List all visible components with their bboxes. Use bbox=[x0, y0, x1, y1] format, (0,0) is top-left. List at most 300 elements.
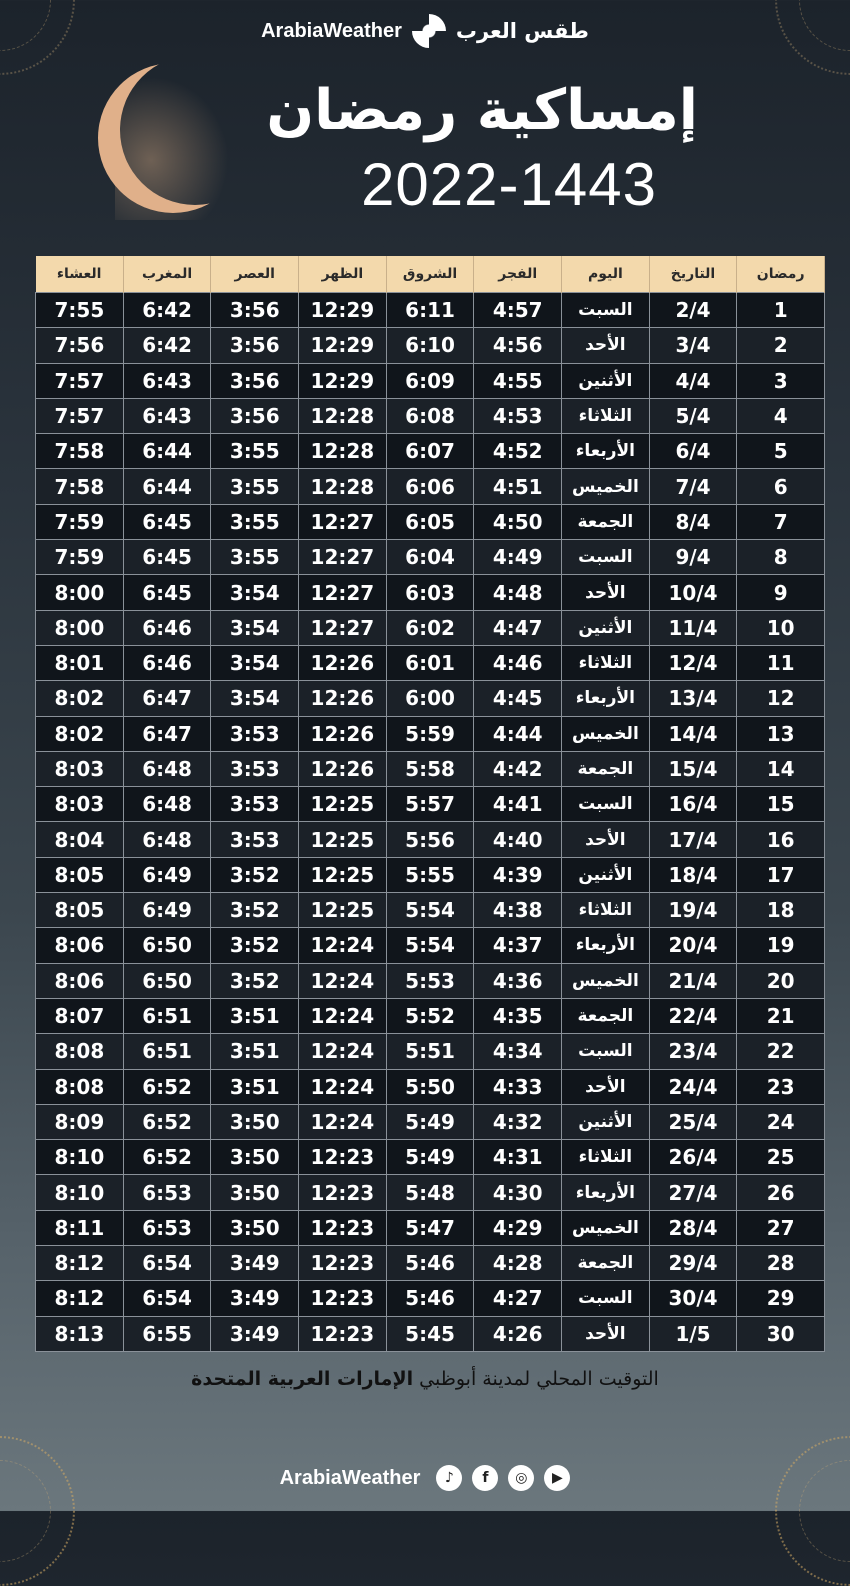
table-cell: 3:56 bbox=[211, 363, 299, 398]
table-cell: 3:53 bbox=[211, 822, 299, 857]
table-cell: 22 bbox=[737, 1034, 825, 1069]
table-cell: 6:46 bbox=[123, 645, 211, 680]
table-cell: 6:42 bbox=[123, 293, 211, 328]
table-cell: 4:30 bbox=[474, 1175, 562, 1210]
table-cell: الجمعة bbox=[562, 751, 650, 786]
table-cell: 8:01 bbox=[36, 645, 124, 680]
table-cell: 4:33 bbox=[474, 1069, 562, 1104]
table-cell: 8:03 bbox=[36, 787, 124, 822]
table-row bbox=[36, 857, 825, 892]
table-cell: 3:54 bbox=[211, 645, 299, 680]
table-cell: 5:58 bbox=[386, 751, 474, 786]
footer-brand: ArabiaWeather bbox=[279, 1466, 421, 1489]
table-cell: 4:29 bbox=[474, 1210, 562, 1245]
table-cell: 12:23 bbox=[299, 1281, 387, 1316]
table-cell: 5:52 bbox=[386, 998, 474, 1033]
table-cell: 4:52 bbox=[474, 434, 562, 469]
table-cell: 4:49 bbox=[474, 540, 562, 575]
table-cell: 4:53 bbox=[474, 398, 562, 433]
table-cell: 7/4 bbox=[649, 469, 737, 504]
table-cell: 10/4 bbox=[649, 575, 737, 610]
table-cell: 19 bbox=[737, 928, 825, 963]
table-cell: 7:57 bbox=[36, 398, 124, 433]
table-cell: 3:56 bbox=[211, 293, 299, 328]
table-cell: 3:49 bbox=[211, 1316, 299, 1351]
table-row bbox=[36, 434, 825, 469]
table-cell: 4:45 bbox=[474, 681, 562, 716]
table-cell: 5:46 bbox=[386, 1281, 474, 1316]
table-cell: 8:03 bbox=[36, 751, 124, 786]
table-cell: 13 bbox=[737, 716, 825, 751]
tiktok-icon[interactable]: ♪ bbox=[436, 1465, 462, 1491]
table-cell: 4:39 bbox=[474, 857, 562, 892]
table-cell: 6:46 bbox=[123, 610, 211, 645]
table-cell: الجمعة bbox=[562, 1246, 650, 1281]
table-cell: 6:51 bbox=[123, 1034, 211, 1069]
table-cell: 4:34 bbox=[474, 1034, 562, 1069]
table-cell: 7:58 bbox=[36, 434, 124, 469]
table-cell: 6:45 bbox=[123, 504, 211, 539]
table-cell: 22/4 bbox=[649, 998, 737, 1033]
table-cell: 15 bbox=[737, 787, 825, 822]
table-cell: 6:04 bbox=[386, 540, 474, 575]
table-cell: 4:42 bbox=[474, 751, 562, 786]
table-cell: الجمعة bbox=[562, 998, 650, 1033]
table-row bbox=[36, 822, 825, 857]
table-cell: الأربعاء bbox=[562, 1175, 650, 1210]
table-cell: 3:53 bbox=[211, 716, 299, 751]
table-cell: 25 bbox=[737, 1140, 825, 1175]
table-cell: 6:48 bbox=[123, 751, 211, 786]
table-cell: 7:58 bbox=[36, 469, 124, 504]
table-cell: 12:24 bbox=[299, 928, 387, 963]
table-cell: الأربعاء bbox=[562, 434, 650, 469]
table-cell: 5:49 bbox=[386, 1104, 474, 1139]
table-row bbox=[36, 328, 825, 363]
table-cell: 21/4 bbox=[649, 963, 737, 998]
instagram-icon[interactable]: ◎ bbox=[508, 1465, 534, 1491]
table-cell: 12:23 bbox=[299, 1140, 387, 1175]
table-cell: 6:44 bbox=[123, 434, 211, 469]
table-cell: 5:49 bbox=[386, 1140, 474, 1175]
ornament-bottom-left bbox=[0, 1436, 75, 1586]
table-row bbox=[36, 893, 825, 928]
table-cell: 8:02 bbox=[36, 681, 124, 716]
table-cell: 6:09 bbox=[386, 363, 474, 398]
page-title: إمساكية رمضان bbox=[266, 78, 698, 143]
table-cell: 17 bbox=[737, 857, 825, 892]
table-cell: 5:59 bbox=[386, 716, 474, 751]
table-cell: 12:29 bbox=[299, 328, 387, 363]
table-cell: 4:36 bbox=[474, 963, 562, 998]
table-cell: 6:45 bbox=[123, 540, 211, 575]
table-cell: 8:00 bbox=[36, 610, 124, 645]
table-cell: 3:54 bbox=[211, 610, 299, 645]
table-cell: الثلاثاء bbox=[562, 893, 650, 928]
table-cell: الخميس bbox=[562, 469, 650, 504]
table-cell: 27 bbox=[737, 1210, 825, 1245]
table-cell: 3:51 bbox=[211, 998, 299, 1033]
table-cell: 6/4 bbox=[649, 434, 737, 469]
table-cell: 10 bbox=[737, 610, 825, 645]
table-cell: 12:25 bbox=[299, 822, 387, 857]
table-cell: 12:25 bbox=[299, 893, 387, 928]
table-row bbox=[36, 1175, 825, 1210]
table-cell: الأحد bbox=[562, 328, 650, 363]
table-cell: 6:55 bbox=[123, 1316, 211, 1351]
table-cell: الأربعاء bbox=[562, 681, 650, 716]
table-cell: 7:55 bbox=[36, 293, 124, 328]
table-row bbox=[36, 1104, 825, 1139]
table-cell: الأحد bbox=[562, 822, 650, 857]
table-cell: 18 bbox=[737, 893, 825, 928]
table-cell: 3:55 bbox=[211, 434, 299, 469]
table-cell: 19/4 bbox=[649, 893, 737, 928]
table-cell: 6:53 bbox=[123, 1210, 211, 1245]
table-cell: 3:53 bbox=[211, 787, 299, 822]
table-cell: 8:12 bbox=[36, 1281, 124, 1316]
table-cell: 14/4 bbox=[649, 716, 737, 751]
table-cell: 5:45 bbox=[386, 1316, 474, 1351]
table-cell: 20/4 bbox=[649, 928, 737, 963]
table-cell: الثلاثاء bbox=[562, 645, 650, 680]
table-cell: 8:08 bbox=[36, 1034, 124, 1069]
table-cell: 4:28 bbox=[474, 1246, 562, 1281]
table-row bbox=[36, 610, 825, 645]
table-cell: 4:31 bbox=[474, 1140, 562, 1175]
table-cell: 12:23 bbox=[299, 1246, 387, 1281]
table-cell: 6:08 bbox=[386, 398, 474, 433]
column-header: العصر bbox=[211, 256, 299, 293]
table-cell: 8:04 bbox=[36, 822, 124, 857]
table-cell: 25/4 bbox=[649, 1104, 737, 1139]
table-cell: 5:54 bbox=[386, 893, 474, 928]
column-header: المغرب bbox=[123, 256, 211, 293]
table-cell: 1 bbox=[737, 293, 825, 328]
table-cell: 6:03 bbox=[386, 575, 474, 610]
table-cell: 13/4 bbox=[649, 681, 737, 716]
table-cell: 11 bbox=[737, 645, 825, 680]
table-cell: 8:11 bbox=[36, 1210, 124, 1245]
footnote-country: الإمارات العربية المتحدة bbox=[191, 1368, 414, 1390]
brand-name-en: ArabiaWeather bbox=[261, 19, 402, 42]
table-row bbox=[36, 1246, 825, 1281]
table-cell: 6:53 bbox=[123, 1175, 211, 1210]
table-cell: 3:49 bbox=[211, 1281, 299, 1316]
column-header: التاريخ bbox=[649, 256, 737, 293]
table-cell: 3:52 bbox=[211, 893, 299, 928]
table-cell: 6:54 bbox=[123, 1281, 211, 1316]
table-cell: 17/4 bbox=[649, 822, 737, 857]
table-cell: 6:05 bbox=[386, 504, 474, 539]
table-cell: 5:57 bbox=[386, 787, 474, 822]
table-cell: 5:47 bbox=[386, 1210, 474, 1245]
youtube-icon[interactable]: ▶ bbox=[544, 1465, 570, 1491]
table-cell: 3/4 bbox=[649, 328, 737, 363]
table-cell: 3:54 bbox=[211, 681, 299, 716]
facebook-icon[interactable]: f bbox=[472, 1465, 498, 1491]
table-cell: 3:56 bbox=[211, 328, 299, 363]
table-cell: 30/4 bbox=[649, 1281, 737, 1316]
footnote-text: التوقيت المحلي لمدينة أبوظبي bbox=[419, 1368, 659, 1390]
table-cell: 8/4 bbox=[649, 504, 737, 539]
table-cell: 6:47 bbox=[123, 681, 211, 716]
table-cell: 4:44 bbox=[474, 716, 562, 751]
table-cell: 3:50 bbox=[211, 1104, 299, 1139]
table-cell: 6:02 bbox=[386, 610, 474, 645]
table-cell: 8:02 bbox=[36, 716, 124, 751]
table-cell: 6:00 bbox=[386, 681, 474, 716]
table-cell: 6:43 bbox=[123, 363, 211, 398]
table-row bbox=[36, 504, 825, 539]
imsakiya-table bbox=[35, 256, 825, 1352]
table-cell: 3:53 bbox=[211, 751, 299, 786]
table-cell: 6:52 bbox=[123, 1104, 211, 1139]
crescent-moon-icon bbox=[120, 55, 270, 205]
table-header-row bbox=[36, 256, 825, 293]
table-cell: 7:59 bbox=[36, 504, 124, 539]
table-cell: 4:26 bbox=[474, 1316, 562, 1351]
table-cell: 20 bbox=[737, 963, 825, 998]
table-cell: 30 bbox=[737, 1316, 825, 1351]
table-row bbox=[36, 751, 825, 786]
column-header: الظهر bbox=[299, 256, 387, 293]
table-cell: 9/4 bbox=[649, 540, 737, 575]
table-cell: 8:08 bbox=[36, 1069, 124, 1104]
table-row bbox=[36, 1140, 825, 1175]
table-cell: 8:00 bbox=[36, 575, 124, 610]
table-cell: 3:50 bbox=[211, 1210, 299, 1245]
table-cell: 5:56 bbox=[386, 822, 474, 857]
table-cell: الثلاثاء bbox=[562, 1140, 650, 1175]
table-cell: 12:26 bbox=[299, 716, 387, 751]
table-cell: 4 bbox=[737, 398, 825, 433]
table-cell: 6:42 bbox=[123, 328, 211, 363]
page-year: 2022-1443 bbox=[361, 151, 657, 218]
table-cell: 12:24 bbox=[299, 1104, 387, 1139]
table-cell: 12:29 bbox=[299, 363, 387, 398]
table-cell: 6:45 bbox=[123, 575, 211, 610]
table-cell: 6:01 bbox=[386, 645, 474, 680]
table-cell: 26 bbox=[737, 1175, 825, 1210]
table-cell: 6 bbox=[737, 469, 825, 504]
table-row bbox=[36, 787, 825, 822]
table-row bbox=[36, 398, 825, 433]
table-cell: 12:26 bbox=[299, 681, 387, 716]
table-cell: 3:51 bbox=[211, 1069, 299, 1104]
table-row bbox=[36, 540, 825, 575]
table-cell: 12:27 bbox=[299, 610, 387, 645]
table-cell: 11/4 bbox=[649, 610, 737, 645]
table-row bbox=[36, 469, 825, 504]
table-cell: 3:52 bbox=[211, 963, 299, 998]
table-cell: 18/4 bbox=[649, 857, 737, 892]
table-cell: 27/4 bbox=[649, 1175, 737, 1210]
table-cell: السبت bbox=[562, 1281, 650, 1316]
brand-header bbox=[0, 14, 850, 48]
table-cell: 12:27 bbox=[299, 540, 387, 575]
table-cell: 4:35 bbox=[474, 998, 562, 1033]
table-cell: 6:50 bbox=[123, 928, 211, 963]
table-cell: 12:23 bbox=[299, 1175, 387, 1210]
column-header: العشاء bbox=[36, 256, 124, 293]
table-cell: 12:26 bbox=[299, 645, 387, 680]
table-cell: 12:28 bbox=[299, 434, 387, 469]
table-cell: 12:25 bbox=[299, 787, 387, 822]
table-cell: 12:28 bbox=[299, 398, 387, 433]
table-cell: 12:24 bbox=[299, 1069, 387, 1104]
table-row bbox=[36, 363, 825, 398]
table-cell: 8:10 bbox=[36, 1140, 124, 1175]
table-cell: 4/4 bbox=[649, 363, 737, 398]
table-cell: 7:59 bbox=[36, 540, 124, 575]
table-cell: 12:29 bbox=[299, 293, 387, 328]
table-cell: 5:50 bbox=[386, 1069, 474, 1104]
table-row bbox=[36, 575, 825, 610]
table-cell: السبت bbox=[562, 540, 650, 575]
table-cell: 6:50 bbox=[123, 963, 211, 998]
table-cell: 4:50 bbox=[474, 504, 562, 539]
table-cell: 3:55 bbox=[211, 540, 299, 575]
table-cell: 8:12 bbox=[36, 1246, 124, 1281]
table-cell: 6:52 bbox=[123, 1140, 211, 1175]
column-header: رمضان bbox=[737, 256, 825, 293]
table-cell: 28/4 bbox=[649, 1210, 737, 1245]
table-cell: 21 bbox=[737, 998, 825, 1033]
table-cell: 6:44 bbox=[123, 469, 211, 504]
table-cell: 6:10 bbox=[386, 328, 474, 363]
table-cell: 12:27 bbox=[299, 504, 387, 539]
table-cell: 2 bbox=[737, 328, 825, 363]
table-cell: 8:09 bbox=[36, 1104, 124, 1139]
table-cell: 4:56 bbox=[474, 328, 562, 363]
table-cell: 24/4 bbox=[649, 1069, 737, 1104]
table-row bbox=[36, 963, 825, 998]
table-cell: 23 bbox=[737, 1069, 825, 1104]
table-cell: 3:52 bbox=[211, 857, 299, 892]
table-cell: 4:40 bbox=[474, 822, 562, 857]
table-cell: الأثنين bbox=[562, 363, 650, 398]
table-cell: 3:56 bbox=[211, 398, 299, 433]
table-row bbox=[36, 1034, 825, 1069]
table-row bbox=[36, 998, 825, 1033]
table-cell: 5:51 bbox=[386, 1034, 474, 1069]
table-cell: 29/4 bbox=[649, 1246, 737, 1281]
table-cell: 3:50 bbox=[211, 1175, 299, 1210]
table-cell: 4:47 bbox=[474, 610, 562, 645]
table-cell: السبت bbox=[562, 293, 650, 328]
table-row bbox=[36, 681, 825, 716]
table-body bbox=[36, 293, 825, 1352]
table-cell: 4:41 bbox=[474, 787, 562, 822]
table-cell: 5:55 bbox=[386, 857, 474, 892]
table-cell: 7 bbox=[737, 504, 825, 539]
table-cell: 4:55 bbox=[474, 363, 562, 398]
table-cell: 24 bbox=[737, 1104, 825, 1139]
table-cell: 8:05 bbox=[36, 857, 124, 892]
table-cell: 6:54 bbox=[123, 1246, 211, 1281]
table-cell: 4:37 bbox=[474, 928, 562, 963]
table-cell: الأربعاء bbox=[562, 928, 650, 963]
table-cell: 6:07 bbox=[386, 434, 474, 469]
table-cell: الجمعة bbox=[562, 504, 650, 539]
table-cell: 26/4 bbox=[649, 1140, 737, 1175]
table-cell: 12:23 bbox=[299, 1210, 387, 1245]
table-cell: 5:48 bbox=[386, 1175, 474, 1210]
table-cell: 9 bbox=[737, 575, 825, 610]
table-cell: 12:23 bbox=[299, 1316, 387, 1351]
table-cell: 4:57 bbox=[474, 293, 562, 328]
table-row bbox=[36, 1316, 825, 1351]
ornament-bottom-right bbox=[775, 1436, 850, 1586]
table-cell: 23/4 bbox=[649, 1034, 737, 1069]
table-cell: 4:48 bbox=[474, 575, 562, 610]
table-cell: 12 bbox=[737, 681, 825, 716]
table-cell: 5:46 bbox=[386, 1246, 474, 1281]
table-cell: 8:06 bbox=[36, 963, 124, 998]
table-cell: 12:24 bbox=[299, 998, 387, 1033]
table-cell: 6:48 bbox=[123, 787, 211, 822]
table-cell: 4:51 bbox=[474, 469, 562, 504]
table-cell: 7:56 bbox=[36, 328, 124, 363]
table-cell: السبت bbox=[562, 787, 650, 822]
table-cell: 5/4 bbox=[649, 398, 737, 433]
table-cell: 12:25 bbox=[299, 857, 387, 892]
table-cell: 6:49 bbox=[123, 893, 211, 928]
table-cell: الأحد bbox=[562, 1316, 650, 1351]
table-cell: 6:52 bbox=[123, 1069, 211, 1104]
table-row bbox=[36, 293, 825, 328]
table-cell: 5:53 bbox=[386, 963, 474, 998]
table-cell: 3 bbox=[737, 363, 825, 398]
table-cell: 29 bbox=[737, 1281, 825, 1316]
table-cell: 6:49 bbox=[123, 857, 211, 892]
table-cell: 16/4 bbox=[649, 787, 737, 822]
table-cell: الخميس bbox=[562, 716, 650, 751]
table-cell: 16 bbox=[737, 822, 825, 857]
table-row bbox=[36, 645, 825, 680]
table-cell: 6:43 bbox=[123, 398, 211, 433]
table-cell: 3:55 bbox=[211, 469, 299, 504]
table-cell: 6:48 bbox=[123, 822, 211, 857]
table-cell: 6:11 bbox=[386, 293, 474, 328]
table-cell: 4:32 bbox=[474, 1104, 562, 1139]
table-cell: 8:13 bbox=[36, 1316, 124, 1351]
column-header: اليوم bbox=[562, 256, 650, 293]
table-cell: الأثنين bbox=[562, 857, 650, 892]
sun-logo-icon bbox=[412, 14, 446, 48]
table-cell: 12:28 bbox=[299, 469, 387, 504]
footer-social bbox=[0, 1465, 850, 1491]
column-header: الفجر bbox=[474, 256, 562, 293]
table-cell: 12/4 bbox=[649, 645, 737, 680]
table-cell: 5:54 bbox=[386, 928, 474, 963]
table-cell: الخميس bbox=[562, 1210, 650, 1245]
table-row bbox=[36, 716, 825, 751]
table-cell: 12:24 bbox=[299, 963, 387, 998]
table-cell: 15/4 bbox=[649, 751, 737, 786]
table-cell: 6:06 bbox=[386, 469, 474, 504]
table-cell: 4:27 bbox=[474, 1281, 562, 1316]
table-row bbox=[36, 1210, 825, 1245]
table-cell: 3:52 bbox=[211, 928, 299, 963]
table-cell: 8:06 bbox=[36, 928, 124, 963]
table-cell: 6:47 bbox=[123, 716, 211, 751]
table-cell: 3:51 bbox=[211, 1034, 299, 1069]
table-cell: الأثنين bbox=[562, 1104, 650, 1139]
table-cell: 5 bbox=[737, 434, 825, 469]
table-cell: 3:55 bbox=[211, 504, 299, 539]
